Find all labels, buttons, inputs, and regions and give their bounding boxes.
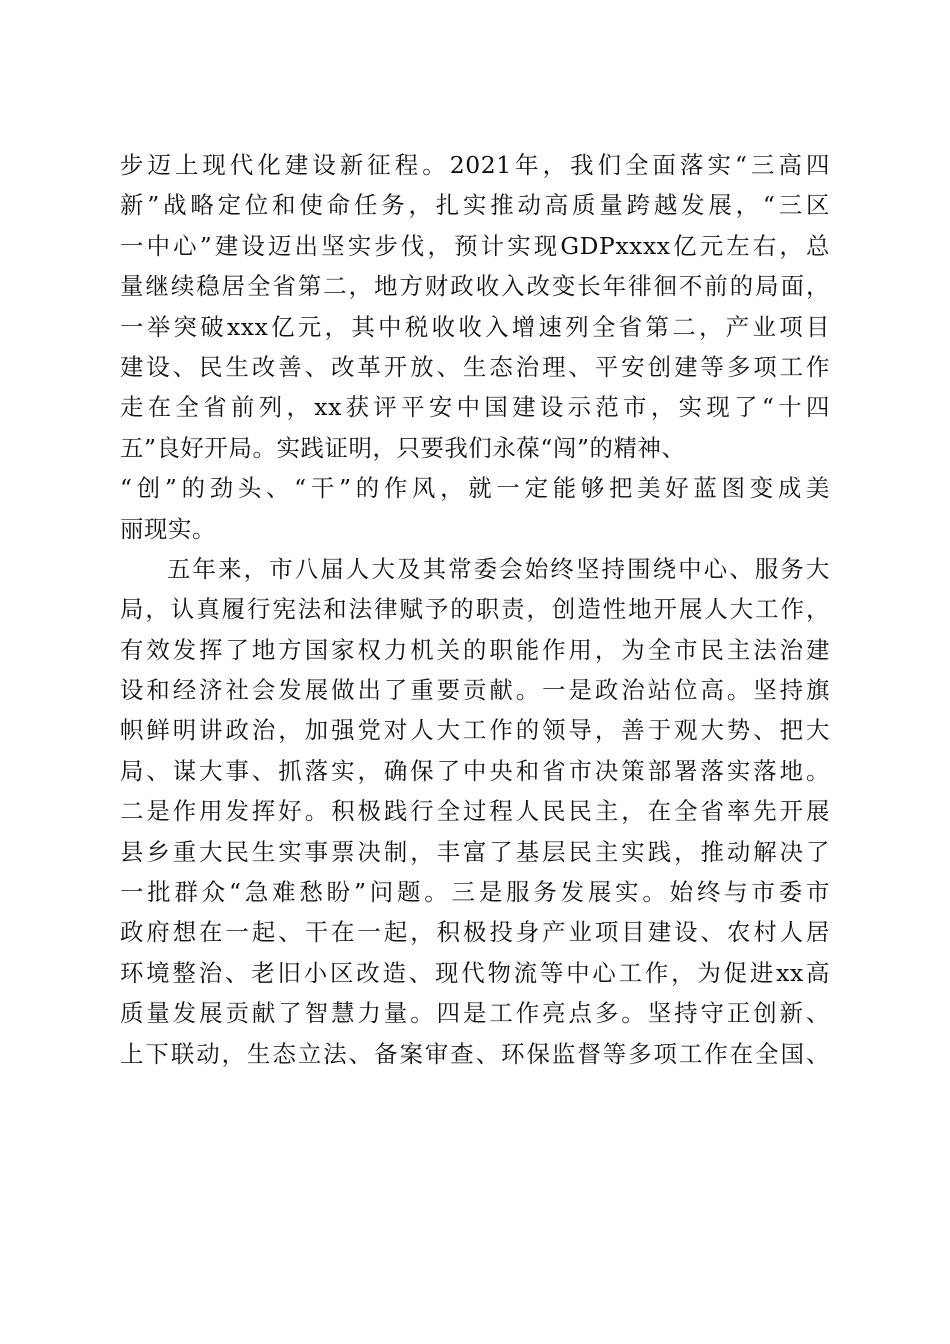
text-line: 一举突破xxx亿元，其中税收收入增速列全省第二，产业项目 (120, 312, 830, 341)
paragraph-2 (120, 549, 830, 1074)
text-line: 质量发展贡献了智慧力量。四是工作亮点多。坚持守正创新、 (120, 999, 830, 1028)
text-line: 帜鲜明讲政治，加强党对人大工作的领导，善于观大势、把大 (120, 716, 830, 745)
text-line: “创”的劲头、“干”的作风，就一定能够把美好蓝图变成美 (120, 474, 830, 503)
text-line: 量继续稳居全省第二，地方财政收入改变长年徘徊不前的局面， (120, 272, 830, 301)
text-line: 五年来，市八届人大及其常委会始终坚持围绕中心、服务大 (167, 554, 830, 583)
text-line: 建设、民生改善、改革开放、生态治理、平安创建等多项工作 (120, 352, 830, 381)
body-text (120, 145, 830, 1074)
text-line: 新”战略定位和使命任务，扎实推动高质量跨越发展，“三区 (120, 191, 830, 220)
text-line: 二是作用发挥好。积极践行全过程人民民主，在全省率先开展 (120, 797, 830, 826)
text-line: 政府想在一起、干在一起，积极投身产业项目建设、农村人居 (120, 918, 830, 947)
text-line: 步迈上现代化建设新征程。2021年，我们全面落实“三高四 (120, 151, 830, 179)
text-line: 局、谋大事、抓落实，确保了中央和省市决策部署落实落地。 (120, 756, 830, 785)
text-line: 环境整治、老旧小区改造、现代物流等中心工作，为促进xx高 (120, 958, 830, 987)
text-line: 一批群众“急难愁盼”问题。三是服务发展实。始终与市委市 (120, 878, 830, 907)
text-line: 上下联动，生态立法、备案审查、环保监督等多项工作在全国、 (120, 1039, 830, 1068)
text-line: 有效发挥了地方国家权力机关的职能作用，为全市民主法治建 (120, 635, 830, 664)
text-line: 局，认真履行宪法和法律赋予的职责，创造性地开展人大工作， (120, 595, 830, 624)
text-line: 丽现实。 (120, 514, 216, 543)
text-line: 县乡重大民生实事票决制，丰富了基层民主实践，推动解决了 (120, 837, 830, 866)
text-line: 五”良好开局。实践证明，只要我们永葆“闯”的精神、 (120, 433, 686, 462)
paragraph-1 (120, 145, 830, 549)
text-line: 设和经济社会发展做出了重要贡献。一是政治站位高。坚持旗 (120, 676, 830, 705)
text-line: 一中心”建设迈出坚实步伐，预计实现GDPxxxx亿元左右，总 (120, 231, 830, 260)
text-line: 走在全省前列，xx获评平安中国建设示范市，实现了“十四 (120, 393, 830, 422)
